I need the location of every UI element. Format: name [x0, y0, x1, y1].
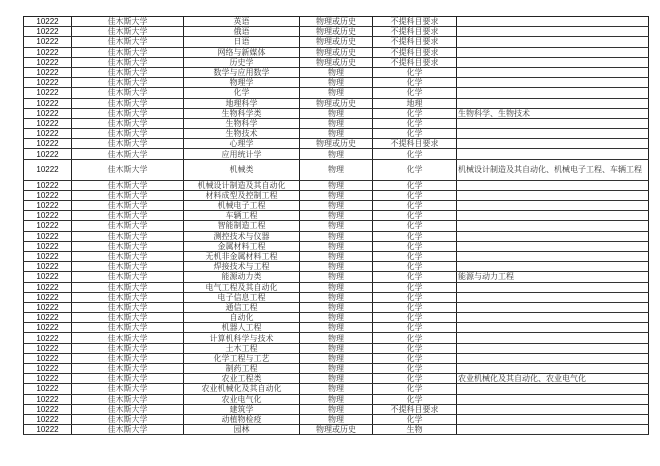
- secondary-subject-cell: 化学: [373, 78, 457, 88]
- secondary-subject-cell: 化学: [373, 88, 457, 98]
- secondary-subject-cell: 不提科目要求: [373, 37, 457, 47]
- school-code-cell: 10222: [24, 384, 72, 394]
- school-name-cell: 佳木斯大学: [72, 149, 184, 159]
- school-code-cell: 10222: [24, 98, 72, 108]
- included-majors-cell: [457, 323, 649, 333]
- school-code-cell: 10222: [24, 292, 72, 302]
- table-row: [24, 17, 649, 27]
- school-code-cell: 10222: [24, 118, 72, 128]
- school-name-cell: 佳木斯大学: [72, 394, 184, 404]
- school-name-cell: 佳木斯大学: [72, 282, 184, 292]
- table-row: [24, 313, 649, 323]
- major-name-cell: 化学: [184, 88, 300, 98]
- school-name-cell: 佳木斯大学: [72, 129, 184, 139]
- primary-subject-cell: 物理: [300, 118, 373, 128]
- table-row: [24, 272, 649, 282]
- school-code-cell: 10222: [24, 67, 72, 77]
- included-majors-cell: [457, 211, 649, 221]
- included-majors-cell: [457, 313, 649, 323]
- secondary-subject-cell: 不提科目要求: [373, 47, 457, 57]
- table-row: [24, 139, 649, 149]
- primary-subject-cell: 物理: [300, 149, 373, 159]
- school-code-cell: 10222: [24, 404, 72, 414]
- secondary-subject-cell: 化学: [373, 118, 457, 128]
- primary-subject-cell: 物理: [300, 272, 373, 282]
- included-majors-cell: [457, 78, 649, 88]
- secondary-subject-cell: 化学: [373, 272, 457, 282]
- major-name-cell: 材料成型及控制工程: [184, 190, 300, 200]
- included-majors-cell: [457, 47, 649, 57]
- major-name-cell: 农业电气化: [184, 394, 300, 404]
- school-code-cell: 10222: [24, 78, 72, 88]
- major-name-cell: 机械类: [184, 159, 300, 180]
- table-row: [24, 414, 649, 424]
- major-name-cell: 无机非金属材料工程: [184, 251, 300, 261]
- primary-subject-cell: 物理或历史: [300, 27, 373, 37]
- school-code-cell: 10222: [24, 57, 72, 67]
- major-name-cell: 能源动力类: [184, 272, 300, 282]
- included-majors-cell: [457, 118, 649, 128]
- primary-subject-cell: 物理或历史: [300, 425, 373, 435]
- major-name-cell: 智能制造工程: [184, 221, 300, 231]
- school-name-cell: 佳木斯大学: [72, 251, 184, 261]
- school-name-cell: 佳木斯大学: [72, 17, 184, 27]
- school-name-cell: 佳木斯大学: [72, 201, 184, 211]
- school-code-cell: 10222: [24, 149, 72, 159]
- primary-subject-cell: 物理: [300, 333, 373, 343]
- secondary-subject-cell: 化学: [373, 201, 457, 211]
- major-name-cell: 测控技术与仪器: [184, 231, 300, 241]
- school-code-cell: 10222: [24, 241, 72, 251]
- major-name-cell: 电气工程及其自动化: [184, 282, 300, 292]
- table-body: [24, 17, 649, 435]
- school-name-cell: 佳木斯大学: [72, 57, 184, 67]
- primary-subject-cell: 物理或历史: [300, 17, 373, 27]
- primary-subject-cell: 物理: [300, 384, 373, 394]
- school-name-cell: 佳木斯大学: [72, 37, 184, 47]
- included-majors-cell: [457, 149, 649, 159]
- secondary-subject-cell: 化学: [373, 180, 457, 190]
- primary-subject-cell: 物理: [300, 129, 373, 139]
- school-name-cell: 佳木斯大学: [72, 272, 184, 282]
- table-row: [24, 374, 649, 384]
- table-row: [24, 282, 649, 292]
- major-name-cell: 金属材料工程: [184, 241, 300, 251]
- major-name-cell: 动植物检疫: [184, 414, 300, 424]
- included-majors-cell: [457, 262, 649, 272]
- table-row: [24, 67, 649, 77]
- included-majors-cell: [457, 425, 649, 435]
- school-name-cell: 佳木斯大学: [72, 302, 184, 312]
- primary-subject-cell: 物理: [300, 353, 373, 363]
- secondary-subject-cell: 不提科目要求: [373, 404, 457, 414]
- major-name-cell: 农业机械化及其自动化: [184, 384, 300, 394]
- major-name-cell: 制药工程: [184, 364, 300, 374]
- table-row: [24, 37, 649, 47]
- table-row: [24, 78, 649, 88]
- primary-subject-cell: 物理: [300, 262, 373, 272]
- table-row: [24, 211, 649, 221]
- school-name-cell: 佳木斯大学: [72, 414, 184, 424]
- secondary-subject-cell: 化学: [373, 251, 457, 261]
- secondary-subject-cell: 化学: [373, 292, 457, 302]
- secondary-subject-cell: 化学: [373, 323, 457, 333]
- secondary-subject-cell: 化学: [373, 364, 457, 374]
- included-majors-cell: [457, 282, 649, 292]
- table-row: [24, 333, 649, 343]
- included-majors-cell: [457, 364, 649, 374]
- major-name-cell: 生物科学类: [184, 108, 300, 118]
- primary-subject-cell: 物理: [300, 201, 373, 211]
- primary-subject-cell: 物理: [300, 88, 373, 98]
- secondary-subject-cell: 化学: [373, 108, 457, 118]
- major-name-cell: 物理学: [184, 78, 300, 88]
- major-name-cell: 网络与新媒体: [184, 47, 300, 57]
- major-name-cell: 心理学: [184, 139, 300, 149]
- included-majors-cell: [457, 241, 649, 251]
- included-majors-cell: [457, 57, 649, 67]
- school-name-cell: 佳木斯大学: [72, 262, 184, 272]
- included-majors-cell: 生物科学、生物技术: [457, 108, 649, 118]
- school-name-cell: 佳木斯大学: [72, 67, 184, 77]
- major-name-cell: 日语: [184, 37, 300, 47]
- school-name-cell: 佳木斯大学: [72, 27, 184, 37]
- secondary-subject-cell: 地理: [373, 98, 457, 108]
- table-row: [24, 221, 649, 231]
- secondary-subject-cell: 化学: [373, 262, 457, 272]
- included-majors-cell: [457, 201, 649, 211]
- primary-subject-cell: 物理: [300, 211, 373, 221]
- major-name-cell: 园林: [184, 425, 300, 435]
- school-code-cell: 10222: [24, 37, 72, 47]
- table-row: [24, 364, 649, 374]
- major-name-cell: 英语: [184, 17, 300, 27]
- school-code-cell: 10222: [24, 231, 72, 241]
- school-code-cell: 10222: [24, 27, 72, 37]
- table-row: [24, 88, 649, 98]
- secondary-subject-cell: 化学: [373, 313, 457, 323]
- school-name-cell: 佳木斯大学: [72, 343, 184, 353]
- major-name-cell: 农业工程类: [184, 374, 300, 384]
- secondary-subject-cell: 化学: [373, 211, 457, 221]
- school-code-cell: 10222: [24, 414, 72, 424]
- school-code-cell: 10222: [24, 364, 72, 374]
- school-code-cell: 10222: [24, 374, 72, 384]
- school-code-cell: 10222: [24, 129, 72, 139]
- major-name-cell: 俄语: [184, 27, 300, 37]
- subject-requirements-table: [23, 16, 649, 435]
- secondary-subject-cell: 化学: [373, 374, 457, 384]
- included-majors-cell: 机械设计制造及其自动化、机械电子工程、车辆工程: [457, 159, 649, 180]
- school-name-cell: 佳木斯大学: [72, 180, 184, 190]
- primary-subject-cell: 物理或历史: [300, 37, 373, 47]
- major-name-cell: 焊接技术与工程: [184, 262, 300, 272]
- table-row: [24, 241, 649, 251]
- primary-subject-cell: 物理: [300, 159, 373, 180]
- included-majors-cell: [457, 129, 649, 139]
- primary-subject-cell: 物理或历史: [300, 98, 373, 108]
- included-majors-cell: [457, 17, 649, 27]
- major-name-cell: 地理科学: [184, 98, 300, 108]
- table-row: [24, 159, 649, 180]
- primary-subject-cell: 物理: [300, 364, 373, 374]
- major-name-cell: 应用统计学: [184, 149, 300, 159]
- table-row: [24, 302, 649, 312]
- included-majors-cell: [457, 343, 649, 353]
- school-code-cell: 10222: [24, 313, 72, 323]
- table-row: [24, 47, 649, 57]
- major-name-cell: 历史学: [184, 57, 300, 67]
- major-name-cell: 生物科学: [184, 118, 300, 128]
- included-majors-cell: 能源与动力工程: [457, 272, 649, 282]
- major-name-cell: 机械设计制造及其自动化: [184, 180, 300, 190]
- school-code-cell: 10222: [24, 425, 72, 435]
- table-row: [24, 404, 649, 414]
- school-name-cell: 佳木斯大学: [72, 313, 184, 323]
- major-name-cell: 土木工程: [184, 343, 300, 353]
- table-row: [24, 353, 649, 363]
- school-name-cell: 佳木斯大学: [72, 190, 184, 200]
- school-code-cell: 10222: [24, 302, 72, 312]
- table-row: [24, 118, 649, 128]
- primary-subject-cell: 物理: [300, 343, 373, 353]
- school-code-cell: 10222: [24, 108, 72, 118]
- included-majors-cell: [457, 37, 649, 47]
- table-row: [24, 251, 649, 261]
- secondary-subject-cell: 不提科目要求: [373, 27, 457, 37]
- table-row: [24, 425, 649, 435]
- table-row: [24, 292, 649, 302]
- table-row: [24, 201, 649, 211]
- primary-subject-cell: 物理: [300, 251, 373, 261]
- school-code-cell: 10222: [24, 201, 72, 211]
- school-code-cell: 10222: [24, 394, 72, 404]
- primary-subject-cell: 物理: [300, 394, 373, 404]
- school-name-cell: 佳木斯大学: [72, 78, 184, 88]
- school-code-cell: 10222: [24, 159, 72, 180]
- school-code-cell: 10222: [24, 323, 72, 333]
- secondary-subject-cell: 化学: [373, 241, 457, 251]
- primary-subject-cell: 物理: [300, 292, 373, 302]
- secondary-subject-cell: 不提科目要求: [373, 139, 457, 149]
- table-row: [24, 108, 649, 118]
- school-code-cell: 10222: [24, 221, 72, 231]
- school-name-cell: 佳木斯大学: [72, 333, 184, 343]
- school-code-cell: 10222: [24, 88, 72, 98]
- school-name-cell: 佳木斯大学: [72, 159, 184, 180]
- school-name-cell: 佳木斯大学: [72, 353, 184, 363]
- secondary-subject-cell: 化学: [373, 231, 457, 241]
- secondary-subject-cell: 化学: [373, 149, 457, 159]
- primary-subject-cell: 物理: [300, 323, 373, 333]
- school-code-cell: 10222: [24, 272, 72, 282]
- school-code-cell: 10222: [24, 262, 72, 272]
- school-name-cell: 佳木斯大学: [72, 384, 184, 394]
- major-name-cell: 车辆工程: [184, 211, 300, 221]
- primary-subject-cell: 物理: [300, 221, 373, 231]
- table-row: [24, 231, 649, 241]
- secondary-subject-cell: 化学: [373, 353, 457, 363]
- school-name-cell: 佳木斯大学: [72, 374, 184, 384]
- secondary-subject-cell: 化学: [373, 333, 457, 343]
- table-row: [24, 394, 649, 404]
- table-row: [24, 180, 649, 190]
- secondary-subject-cell: 不提科目要求: [373, 17, 457, 27]
- included-majors-cell: [457, 231, 649, 241]
- table-row: [24, 149, 649, 159]
- table-row: [24, 27, 649, 37]
- school-name-cell: 佳木斯大学: [72, 425, 184, 435]
- included-majors-cell: [457, 384, 649, 394]
- included-majors-cell: [457, 139, 649, 149]
- table-row: [24, 190, 649, 200]
- table-row: [24, 57, 649, 67]
- school-code-cell: 10222: [24, 190, 72, 200]
- major-name-cell: 通信工程: [184, 302, 300, 312]
- included-majors-cell: [457, 353, 649, 363]
- included-majors-cell: [457, 414, 649, 424]
- table-row: [24, 323, 649, 333]
- primary-subject-cell: 物理或历史: [300, 47, 373, 57]
- primary-subject-cell: 物理: [300, 313, 373, 323]
- secondary-subject-cell: 化学: [373, 129, 457, 139]
- major-name-cell: 自动化: [184, 313, 300, 323]
- school-name-cell: 佳木斯大学: [72, 364, 184, 374]
- secondary-subject-cell: 化学: [373, 190, 457, 200]
- included-majors-cell: [457, 333, 649, 343]
- school-code-cell: 10222: [24, 180, 72, 190]
- included-majors-cell: [457, 302, 649, 312]
- included-majors-cell: [457, 404, 649, 414]
- primary-subject-cell: 物理: [300, 180, 373, 190]
- primary-subject-cell: 物理: [300, 231, 373, 241]
- school-name-cell: 佳木斯大学: [72, 47, 184, 57]
- school-name-cell: 佳木斯大学: [72, 108, 184, 118]
- primary-subject-cell: 物理: [300, 282, 373, 292]
- school-name-cell: 佳木斯大学: [72, 404, 184, 414]
- primary-subject-cell: 物理: [300, 404, 373, 414]
- major-name-cell: 生物技术: [184, 129, 300, 139]
- secondary-subject-cell: 化学: [373, 384, 457, 394]
- included-majors-cell: 农业机械化及其自动化、农业电气化: [457, 374, 649, 384]
- primary-subject-cell: 物理: [300, 78, 373, 88]
- school-code-cell: 10222: [24, 251, 72, 261]
- school-name-cell: 佳木斯大学: [72, 88, 184, 98]
- primary-subject-cell: 物理: [300, 67, 373, 77]
- school-name-cell: 佳木斯大学: [72, 211, 184, 221]
- table-row: [24, 384, 649, 394]
- school-code-cell: 10222: [24, 353, 72, 363]
- included-majors-cell: [457, 251, 649, 261]
- included-majors-cell: [457, 88, 649, 98]
- included-majors-cell: [457, 27, 649, 37]
- school-code-cell: 10222: [24, 211, 72, 221]
- school-name-cell: 佳木斯大学: [72, 292, 184, 302]
- secondary-subject-cell: 不提科目要求: [373, 57, 457, 67]
- secondary-subject-cell: 化学: [373, 414, 457, 424]
- school-name-cell: 佳木斯大学: [72, 221, 184, 231]
- primary-subject-cell: 物理: [300, 302, 373, 312]
- included-majors-cell: [457, 292, 649, 302]
- school-code-cell: 10222: [24, 47, 72, 57]
- major-name-cell: 数学与应用数学: [184, 67, 300, 77]
- secondary-subject-cell: 化学: [373, 343, 457, 353]
- primary-subject-cell: 物理或历史: [300, 139, 373, 149]
- school-code-cell: 10222: [24, 139, 72, 149]
- table-row: [24, 343, 649, 353]
- secondary-subject-cell: 化学: [373, 394, 457, 404]
- school-name-cell: 佳木斯大学: [72, 98, 184, 108]
- major-name-cell: 机器人工程: [184, 323, 300, 333]
- major-name-cell: 建筑学: [184, 404, 300, 414]
- school-name-cell: 佳木斯大学: [72, 139, 184, 149]
- primary-subject-cell: 物理: [300, 414, 373, 424]
- included-majors-cell: [457, 67, 649, 77]
- included-majors-cell: [457, 98, 649, 108]
- school-name-cell: 佳木斯大学: [72, 323, 184, 333]
- school-name-cell: 佳木斯大学: [72, 241, 184, 251]
- secondary-subject-cell: 化学: [373, 302, 457, 312]
- school-name-cell: 佳木斯大学: [72, 118, 184, 128]
- major-name-cell: 机械电子工程: [184, 201, 300, 211]
- primary-subject-cell: 物理: [300, 108, 373, 118]
- primary-subject-cell: 物理: [300, 374, 373, 384]
- primary-subject-cell: 物理或历史: [300, 57, 373, 67]
- school-name-cell: 佳木斯大学: [72, 231, 184, 241]
- table-row: [24, 129, 649, 139]
- primary-subject-cell: 物理: [300, 241, 373, 251]
- included-majors-cell: [457, 221, 649, 231]
- included-majors-cell: [457, 180, 649, 190]
- primary-subject-cell: 物理: [300, 190, 373, 200]
- table-row: [24, 98, 649, 108]
- table-row: [24, 262, 649, 272]
- school-code-cell: 10222: [24, 343, 72, 353]
- school-code-cell: 10222: [24, 333, 72, 343]
- secondary-subject-cell: 生物: [373, 425, 457, 435]
- school-code-cell: 10222: [24, 282, 72, 292]
- major-name-cell: 计算机科学与技术: [184, 333, 300, 343]
- secondary-subject-cell: 化学: [373, 159, 457, 180]
- major-name-cell: 化学工程与工艺: [184, 353, 300, 363]
- secondary-subject-cell: 化学: [373, 67, 457, 77]
- secondary-subject-cell: 化学: [373, 221, 457, 231]
- included-majors-cell: [457, 394, 649, 404]
- included-majors-cell: [457, 190, 649, 200]
- secondary-subject-cell: 化学: [373, 282, 457, 292]
- school-code-cell: 10222: [24, 17, 72, 27]
- major-name-cell: 电子信息工程: [184, 292, 300, 302]
